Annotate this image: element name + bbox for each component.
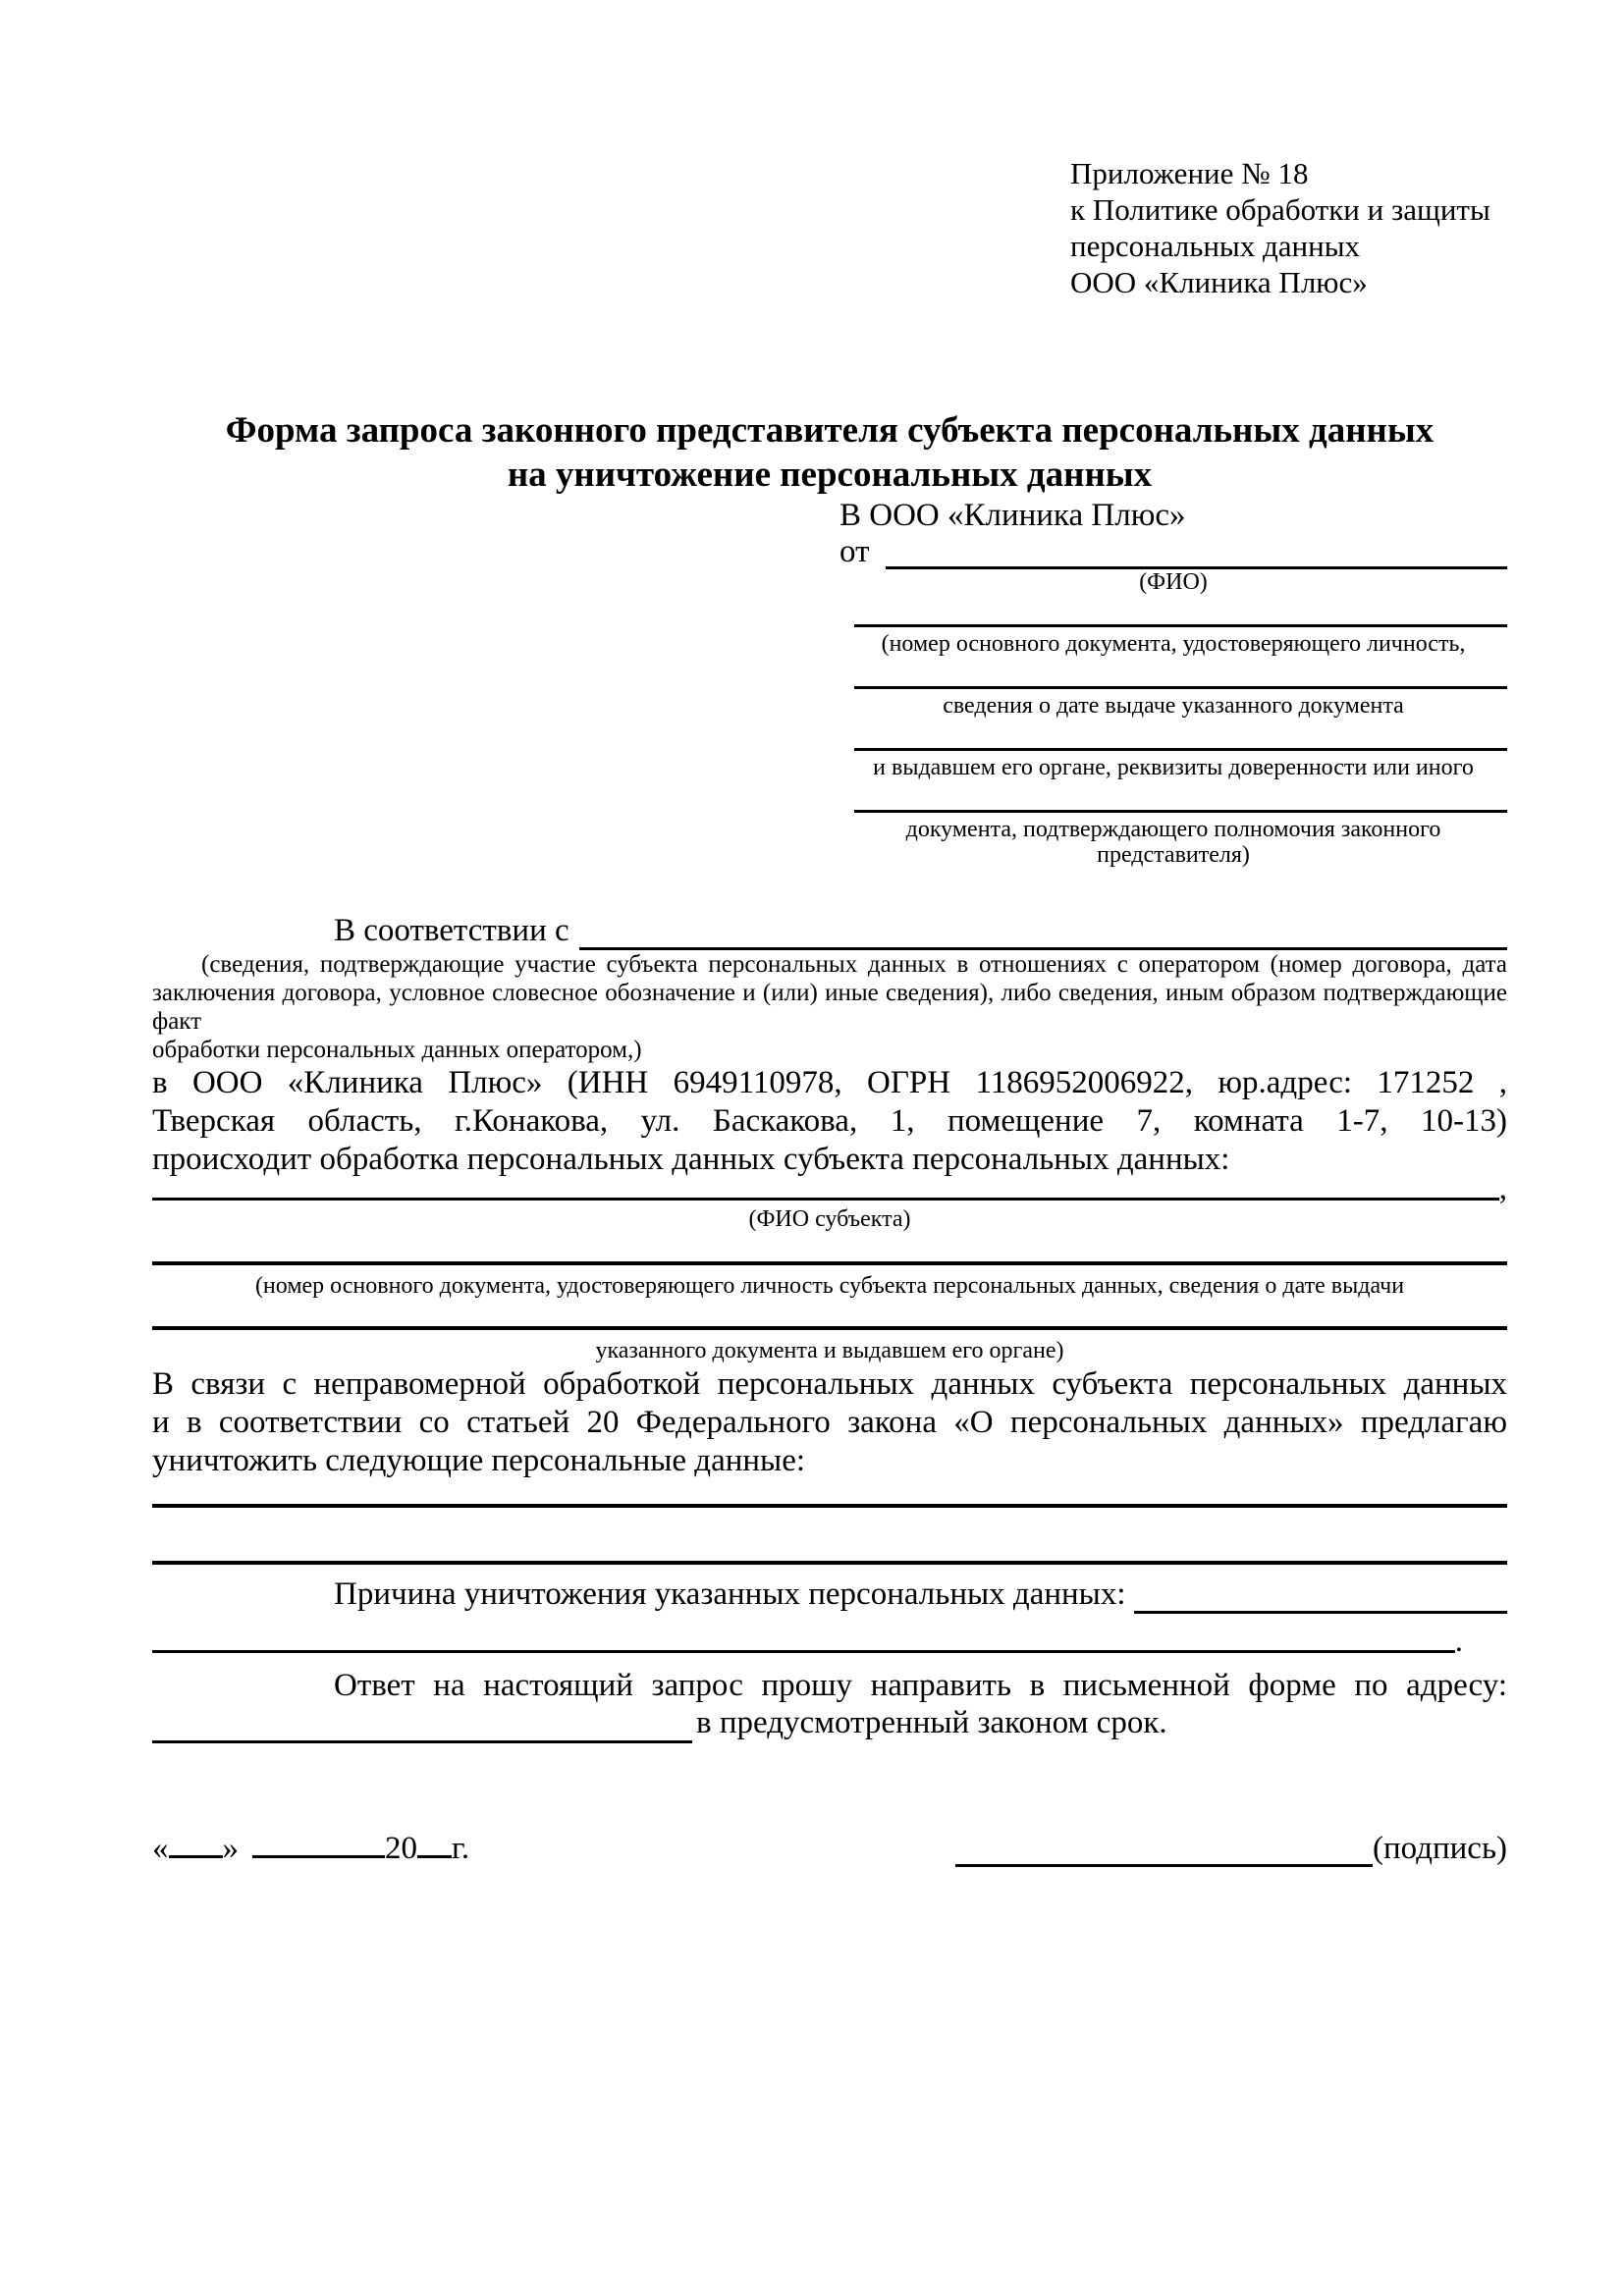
reason-blank-line (152, 1650, 1455, 1653)
subject-document-caption: указанного документа и выдавшем его органе) (595, 1338, 1064, 1363)
blank-line (854, 810, 1507, 813)
signature-caption: (подпись) (1373, 1831, 1507, 1866)
from-blank-line (886, 534, 1508, 569)
trailing-period: . (1454, 1624, 1463, 1659)
subject-document-blank-line (152, 1261, 1507, 1265)
note-line: (сведения, подтверждающие участие субъекта персональных данных в отношениях с оператором (номер договора, дата (201, 951, 1507, 978)
operator-paragraph (152, 1064, 1507, 1179)
accordance-field (152, 913, 1507, 950)
from-field (839, 534, 1507, 569)
appendix-line: ООО «Клиника Плюс» (1070, 265, 1368, 299)
quote-close: » (222, 1831, 239, 1866)
demand-paragraph (152, 1365, 1507, 1480)
representative-document-field (839, 686, 1507, 719)
blank-line (854, 748, 1507, 751)
field-caption: и выдавшем его органе, реквизиты доверенности или иного (873, 755, 1474, 780)
subject-document-blank-line (152, 1326, 1507, 1330)
representative-document-field (839, 624, 1507, 657)
month-blank-line (252, 1826, 385, 1858)
demand-line: уничтожить следующие персональные данные: (152, 1443, 806, 1478)
representative-document-field (839, 748, 1507, 780)
from-label: от (839, 534, 870, 569)
reason-continuation-field (152, 1624, 1463, 1659)
accordance-blank-line (579, 913, 1507, 950)
signature-field (955, 1831, 1507, 1867)
data-blank-line (152, 1504, 1507, 1508)
reply-address-field (152, 1705, 1507, 1743)
document-title (152, 408, 1507, 497)
demand-line: и в соответствии со статьей 20 Федерального закона «О персональных данных» предлагаю (152, 1405, 1507, 1440)
reason-field (152, 1576, 1507, 1614)
addressee-organization: В ООО «Клиника Плюс» (839, 498, 1186, 533)
data-blank-line (152, 1561, 1507, 1565)
representative-document-field (839, 810, 1507, 868)
note-line: обработки персональных данных оператором,) (152, 1037, 642, 1063)
appendix-line: персональных данных (1070, 229, 1361, 263)
reply-request-line: Ответ на настоящий запрос прошу направить в письменной форме по адресу: (334, 1668, 1507, 1703)
field-caption: документа, подтверждающего полномочия законного представителя) (905, 817, 1441, 868)
subject-fio-caption: (ФИО субъекта) (748, 1206, 911, 1232)
title-line-1: Форма запроса законного представителя субъекта персональных данных (225, 410, 1435, 451)
appendix-line: Приложение № 18 (1070, 156, 1309, 190)
reason-blank-line (1134, 1576, 1507, 1614)
operator-line: в ООО «Клиника Плюс» (ИНН 6949110978, ОГРН 1186952006922, юр.адрес: 171252 , (152, 1065, 1507, 1100)
appendix-block (1070, 155, 1507, 300)
year-suffix: г. (452, 1831, 470, 1866)
accordance-note (152, 950, 1507, 1064)
fio-caption: (ФИО) (1139, 569, 1208, 595)
field-caption: (номер основного документа, удостоверяющего личность, (881, 631, 1466, 657)
year-blank-line (417, 1826, 452, 1858)
subject-fio-field (152, 1171, 1507, 1206)
operator-line: Тверская область, г.Конакова, ул. Баскакова, 1, помещение 7, комната 1-7, 10-13) (152, 1103, 1507, 1139)
quote-open: « (152, 1831, 169, 1866)
addressee-block (839, 497, 1507, 868)
subject-document-caption: (номер основного документа, удостоверяющего личность субъекта персональных данных, сведения о дате выдачи (254, 1273, 1405, 1299)
reply-tail-text: в предусмотренный законом срок. (696, 1705, 1167, 1740)
subject-fio-blank-line (152, 1198, 1499, 1201)
operator-line: происходит обработка персональных данных субъекта персональных данных: (152, 1142, 1230, 1177)
year-prefix: 20 (385, 1831, 417, 1866)
appendix-line: к Политике обработки и защиты (1070, 192, 1490, 227)
title-line-2: на уничтожение персональных данных (507, 454, 1153, 495)
date-field (152, 1826, 469, 1867)
reason-label: Причина уничтожения указанных персональных данных: (334, 1576, 1126, 1612)
note-line: заключения договора, условное словесное обозначение и (или) иные сведения), либо сведения, иным образом подтверждающие факт (152, 980, 1507, 1035)
day-blank-line (169, 1826, 223, 1858)
trailing-comma: , (1498, 1171, 1507, 1206)
blank-line (854, 624, 1507, 627)
footer-row (152, 1826, 1507, 1867)
blank-line (854, 686, 1507, 689)
signature-blank-line (955, 1831, 1373, 1867)
field-caption: сведения о дате выдаче указанного документа (943, 693, 1404, 719)
demand-line: В связи с неправомерной обработкой персональных данных субъекта персональных данных (152, 1366, 1507, 1402)
address-blank-line (152, 1705, 692, 1743)
accordance-label: В соответствии с (334, 913, 569, 948)
